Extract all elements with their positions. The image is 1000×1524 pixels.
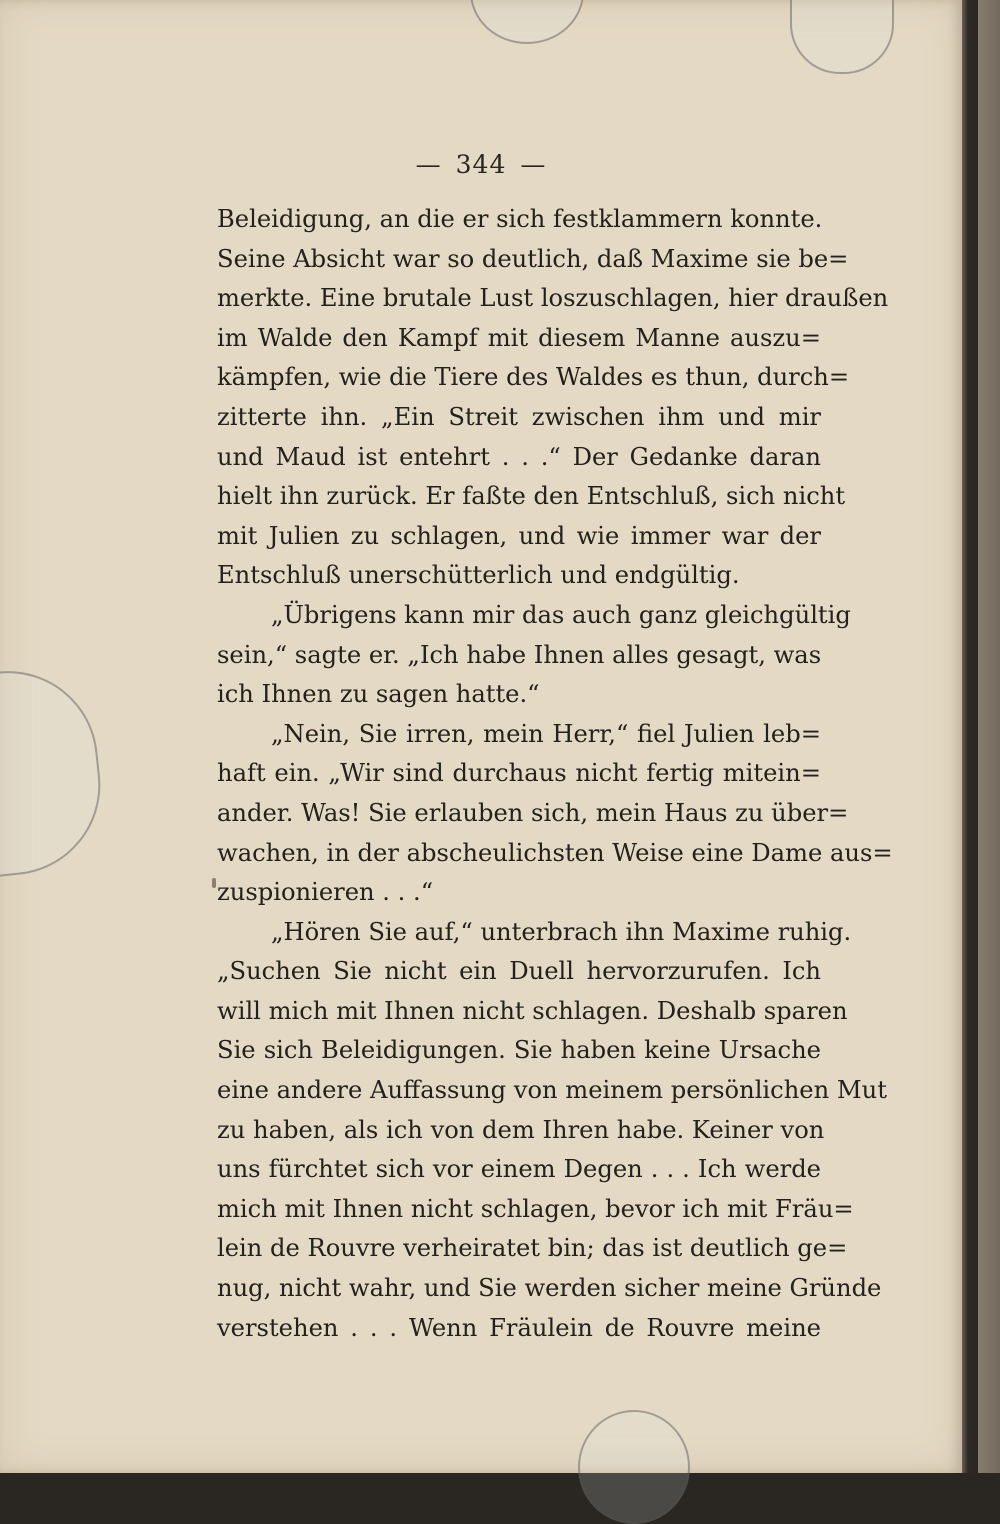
- header-dash-right: —: [520, 150, 547, 179]
- text-line: uns fürchtet sich vor einem Degen . . . Ich werde: [217, 1155, 821, 1184]
- body-text: [217, 200, 893, 1348]
- text-line: und Maud ist entehrt . . .“ Der Gedanke daran: [217, 442, 821, 471]
- text-line: nug, nicht wahr, und Sie werden sicher meine Gründe: [217, 1274, 882, 1303]
- text-line: zu haben, als ich von dem Ihren habe. Keiner von: [217, 1115, 825, 1144]
- text-line: Seine Absicht war so deutlich, daß Maxime sie be=: [217, 244, 849, 273]
- text-line: „Nein, Sie irren, mein Herr,“ fiel Julien leb=: [271, 719, 821, 748]
- text-line: will mich mit Ihnen nicht schlagen. Deshalb sparen: [217, 996, 848, 1025]
- margin-mark: [212, 878, 216, 888]
- text-line: Entschluß unerschütterlich und endgültig.: [217, 561, 740, 590]
- page-header: [0, 150, 962, 179]
- text-line: zuspionieren . . .“: [217, 878, 434, 907]
- text-line: lein de Rouvre verheiratet bin; das ist deutlich ge=: [217, 1234, 848, 1263]
- text-line: ich Ihnen zu sagen hatte.“: [217, 680, 540, 709]
- text-line: sein,“ sagte er. „Ich habe Ihnen alles gesagt, was: [217, 640, 822, 669]
- text-line: hielt ihn zurück. Er faßte den Entschluß, sich nicht: [217, 482, 846, 511]
- text-line: Sie sich Beleidigungen. Sie haben keine Ursache: [217, 1036, 821, 1065]
- text-line: zitterte ihn. „Ein Streit zwischen ihm und mir: [217, 402, 821, 431]
- text-line: eine andere Auffassung von meinem persönlichen Mut: [217, 1076, 887, 1105]
- header-dash-left: —: [415, 150, 442, 179]
- page-number: 344: [455, 150, 507, 179]
- text-line: haft ein. „Wir sind durchaus nicht fertig mitein=: [217, 759, 821, 788]
- text-line: „Suchen Sie nicht ein Duell hervorzurufen. Ich: [217, 957, 821, 986]
- text-line: mich mit Ihnen nicht schlagen, bevor ich mit Fräu=: [217, 1194, 854, 1223]
- text-line: wachen, in der abscheulichsten Weise eine Dame aus=: [217, 838, 893, 867]
- text-line: verstehen . . . Wenn Fräulein de Rouvre meine: [217, 1313, 821, 1342]
- text-line: „Hören Sie auf,“ unterbrach ihn Maxime ruhig.: [271, 917, 852, 946]
- text-line: ander. Was! Sie erlauben sich, mein Haus zu über=: [217, 798, 849, 827]
- text-line: mit Julien zu schlagen, und wie immer war der: [217, 521, 821, 550]
- page-holder-clip-bottom: [578, 1410, 690, 1524]
- text-line: „Übrigens kann mir das auch ganz gleichgültig: [271, 600, 851, 629]
- text-line: merkte. Eine brutale Lust loszuschlagen, hier draußen: [217, 284, 889, 313]
- next-page-edge: [978, 0, 1000, 1473]
- text-line: Beleidigung, an die er sich festklammern konnte.: [217, 205, 823, 233]
- text-line: im Walde den Kampf mit diesem Manne auszu=: [217, 323, 821, 352]
- text-line: kämpfen, wie die Tiere des Waldes es thun, durch=: [217, 363, 850, 392]
